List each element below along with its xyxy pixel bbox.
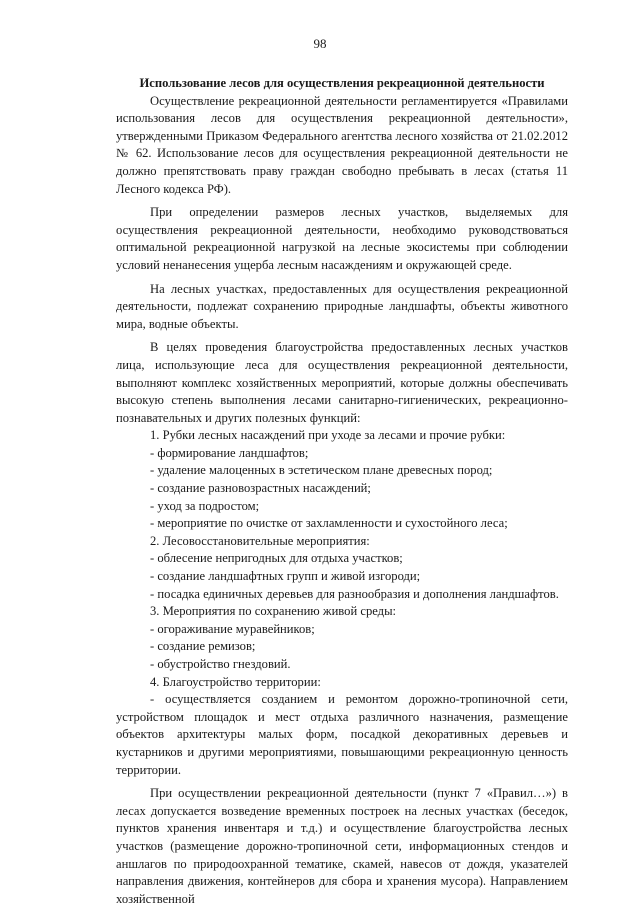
list-item: - уход за подростом; [150,498,260,513]
list-item: - создание ремизов; [150,639,256,654]
list-heading: 4. Благоустройство территории: [150,674,321,689]
list-item: - облесение непригодных для отдыха участков; [150,551,403,566]
list-item: - создание разновозрастных насаждений; [150,481,371,496]
list-item: - огораживание муравейников; [150,621,315,636]
list-item: - удаление малоценных в эстетическом плане древесных пород; [150,463,493,478]
paragraph: На лесных участках, предоставленных для осуществления рекреационной деятельности, подлежат сохранению природные ландшафты, объекты животного мира, водные объекты. [116,281,568,331]
page-number: 98 [313,36,327,51]
list-heading: 2. Лесовосстановительные мероприятия: [150,533,370,548]
paragraph: При определении размеров лесных участков, выделяемых для осуществления рекреационной деятельности, необходимо руководствоваться оптимальной рекреационной нагрузкой на лесные экосистемы при соблюдении условий ненанесения ущерба лесным насаждениям и окружающей среде. [116,205,568,272]
list-item: - посадка единичных деревьев для разнообразия и дополнения ландшафтов. [150,586,559,601]
list-heading: 1. Рубки лесных насаждений при уходе за лесами и прочие рубки: [150,428,506,443]
page-content [116,75,568,908]
list-heading: 3. Мероприятия по сохранению живой среды: [150,604,397,619]
list-item: - формирование ландшафтов; [150,445,309,460]
list-item: - мероприятие по очистке от захламленности и сухостойного леса; [150,516,508,531]
paragraph: Осуществление рекреационной деятельности регламентируется «Правилами использования лесов для осуществления рекреационной деятельности», утвержденными Приказом Федерального агентства лесного хозяйства от 21.02.2012 № 62. Использование лесов для осуществления рекреационной деятельности не должно препятствовать праву граждан свободно пребывать в лесах (статья 11 Лесного кодекса РФ). [116,93,568,196]
list-item: - создание ландшафтных групп и живой изгороди; [150,569,421,584]
paragraph: В целях проведения благоустройства предоставленных лесных участков лица, использующие леса для осуществления рекреационной деятельности, выполняют комплекс хозяйственных мероприятий, которые должны обеспечивать высокую степень выполнения лесами санитарно-гигиенических, рекреационно-познавательных и других полезных функций: [116,340,568,425]
paragraph: При осуществлении рекреационной деятельности (пункт 7 «Правил…») в лесах допускается возведение временных построек на лесных участках (беседок, пунктов хранения инвентаря и т.д.) и осуществление благоустройства лесных участков (размещение дорожно-тропиночной сети, информационных стендов и аншлагов по природоохранной тематике, скамей, навесов от дождя, указателей направления движения, контейнеров для сбора и хранения мусора). Направлением хозяйственной [116,786,568,906]
paragraph: - осуществляется созданием и ремонтом дорожно-тропиночной сети, устройством площадок и мест отдыха различного назначения, размещение объектов архитектуры малых форм, посадкой декоративных деревьев и кустарников и другими мероприятиями, повышающими рекреационную ценность территории. [116,692,568,777]
list-item: - обустройство гнездовий. [150,657,291,671]
section-heading: Использование лесов для осуществления рекреационной деятельности [139,76,545,90]
